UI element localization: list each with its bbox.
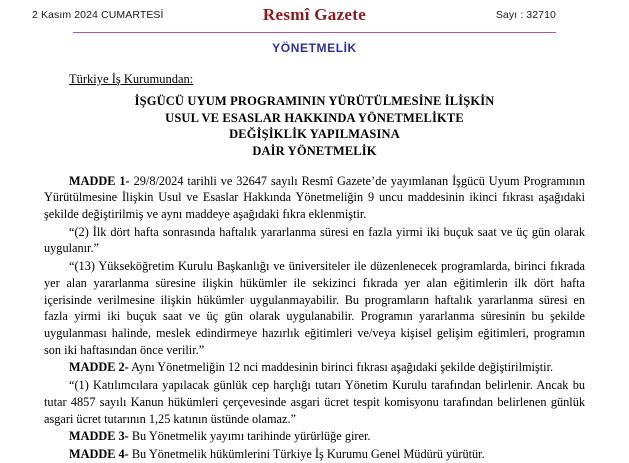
masthead-divider [73,32,556,33]
issue-number: Sayı : 32710 [495,9,556,21]
article-text: 29/8/2024 tarihli ve 32647 sayılı Resmî Gazete’de yayımlanan İşgücü Uyum Programının Yürütülmesine İlişkin Usul ve Esaslar Hakkında Yönetmeliğin 9 uncu maddesinin ikinci fıkrası aşağıdaki şekilde değiştirilmiş ve aynı maddeye aşağıdaki fıkra eklenmiştir. [44,173,585,221]
document-title-line-1: İŞGÜCÜ UYUM PROGRAMININ YÜRÜTÜLMESİNE İLİŞKİN [134,94,495,108]
document-title-line-4: DAİR YÖNETMELİK [252,143,377,158]
article-text: “(1) Katılımcılara yapılacak günlük cep harçlığı tutarı Yönetim Kurulu tarafından belirlenir. Ancak bu tutar 4857 sayılı Kanun hükümleri çerçevesinde asgari ücret tespit komisyonu tarafından belirlenen günlük asgari ücret tutarının 1,25 katının üstünde olamaz.” [44,378,585,426]
document-title-line-2: USUL VE ESASLAR HAKKINDA YÖNETMELİKTE [165,110,464,125]
publication-date: 2 Kasım 2024 CUMARTESİ [32,9,164,21]
section-kind-heading: YÖNETMELİK [272,41,357,55]
article-paragraph [44,173,585,223]
article-paragraph [44,428,585,445]
document-title [44,93,585,160]
article-paragraph [44,359,585,376]
article-text: Aynı Yönetmeliğin 12 nci maddesinin birinci fıkrası aşağıdaki şekilde değiştirilmiştir. [128,360,554,375]
document-body [44,173,585,463]
article-label: MADDE 4- [69,447,129,461]
issuer-line: Türkiye İş Kurumundan: [69,72,194,86]
article-label: MADDE 1- [69,173,130,188]
article-text: Bu Yönetmelik hükümlerini Türkiye İş Kurumu Genel Müdürü yürütür. [128,447,485,461]
gazette-title: Resmî Gazete [262,5,367,24]
article-paragraph [44,446,585,463]
document-title-line-3: DEĞİŞİKLİK YAPILMASINA [229,127,400,142]
document-content [0,55,629,463]
article-paragraph [44,377,585,427]
article-label: MADDE 3- [69,429,129,444]
article-text: “(13) Yükseköğretim Kurulu Başkanlığı ve üniversiteler ile düzenlenecek programlarda, birinci fıkrada yer alan yararlanma süresine ilişkin hükümler ile sekizinci fıkrada yer alan eğitimlerin ilk dört hafta içerisinde verilmesine ilişkin hükümler uygulanmayabilir. Bu programların haftalık yararlanma süresi en fazla yirmi iki buçuk saat ve üç gün olarak uygulanabilir. Programın yararlanma süresinin bu şekilde uygulanması halinde, meslek edindirmeye hazırlık eğitimleri ve/veya kişisel gelişim eğitimleri, programın son iki haftasından önce verilir.” [44,259,585,357]
article-text: Bu Yönetmelik yayımı tarihinde yürürlüğe girer. [128,429,371,444]
article-paragraph [44,224,585,257]
issuer-line-wrap [44,55,585,88]
article-paragraph [44,258,585,358]
article-text: “(2) İlk dört hafta sonrasında haftalık yararlanma süresi en fazla yirmi iki buçuk saat ve üç gün olarak uygulanır.” [44,224,585,256]
masthead [0,0,629,30]
article-label: MADDE 2- [69,360,129,375]
